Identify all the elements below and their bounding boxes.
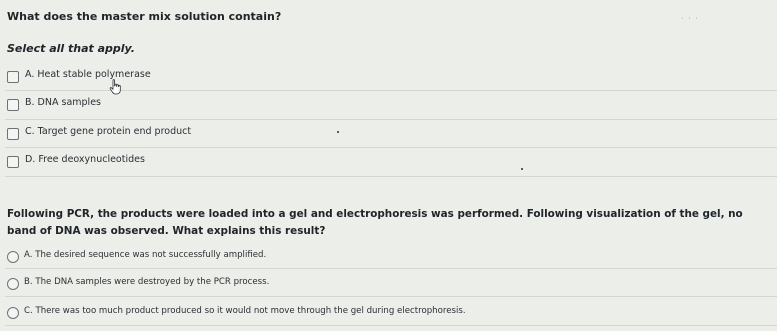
radio-icon[interactable] [7, 307, 19, 319]
radio-icon[interactable] [7, 278, 19, 290]
option-c-checkbox-row[interactable] [0, 125, 777, 145]
divider [5, 147, 777, 148]
checkbox-icon[interactable] [7, 99, 19, 111]
divider [5, 325, 777, 326]
checkbox-icon[interactable] [7, 156, 19, 168]
option-d-checkbox-row[interactable] [0, 153, 777, 173]
hand-pointer-icon [109, 79, 123, 95]
divider [5, 119, 777, 120]
divider [5, 176, 777, 177]
option-label[interactable]: B. DNA samples [25, 97, 101, 108]
divider [5, 296, 777, 297]
checkbox-icon[interactable] [7, 128, 19, 140]
option-label[interactable]: B. The DNA samples were destroyed by the PCR process. [24, 277, 270, 287]
decorative-dots: · · · [681, 14, 699, 23]
option-label[interactable]: C. Target gene protein end product [25, 126, 192, 137]
divider [5, 268, 777, 269]
radio-icon[interactable] [7, 251, 19, 263]
question-1-prompt: What does the master mix solution contain? [7, 10, 282, 23]
stray-mark [521, 168, 523, 170]
checkbox-icon[interactable] [7, 71, 19, 83]
question-2-prompt: Following PCR, the products were loaded into a gel and electrophoresis was performed. Following visualization of the gel, no band of DNA was observed. What explains this result? [7, 208, 743, 237]
option-b-checkbox-row[interactable] [0, 96, 777, 116]
question-1-instruction: Select all that apply. [7, 42, 135, 55]
option-b-radio-row[interactable] [0, 276, 777, 296]
option-label[interactable]: C. There was too much product produced so it would not move through the gel during electrophoresis. [24, 306, 466, 316]
stray-mark [337, 131, 339, 133]
option-c-radio-row[interactable] [0, 305, 777, 325]
option-a-radio-row[interactable] [0, 249, 777, 269]
option-label[interactable]: A. Heat stable polymerase [25, 69, 151, 80]
option-label[interactable]: A. The desired sequence was not successfully amplified. [24, 250, 267, 260]
option-label[interactable]: D. Free deoxynucleotides [25, 154, 145, 165]
